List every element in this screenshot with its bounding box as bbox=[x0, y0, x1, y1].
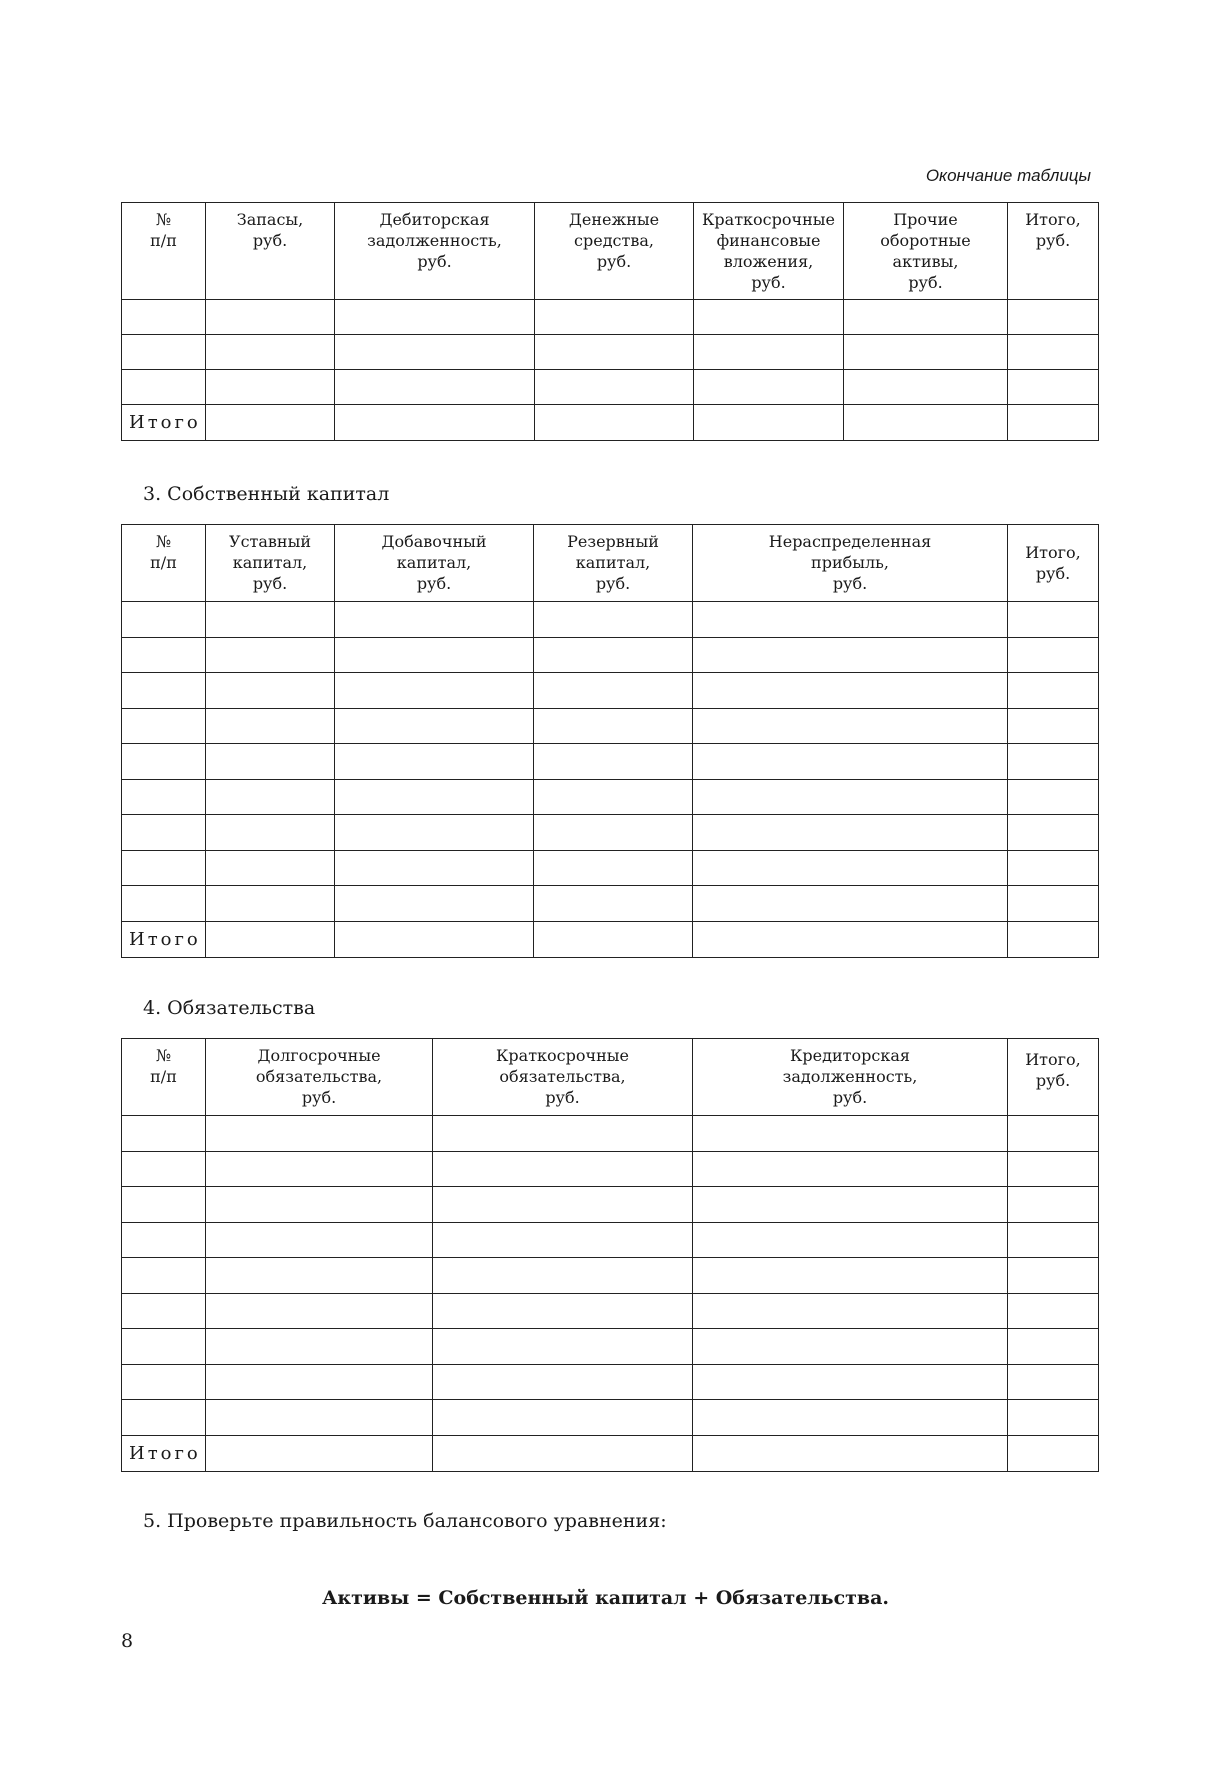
table-row bbox=[122, 637, 1099, 673]
empty-cell[interactable] bbox=[335, 673, 534, 709]
empty-cell[interactable] bbox=[122, 335, 206, 370]
empty-cell[interactable] bbox=[433, 1187, 693, 1223]
empty-cell[interactable] bbox=[433, 1400, 693, 1436]
empty-cell[interactable] bbox=[1008, 1364, 1099, 1400]
empty-cell[interactable] bbox=[844, 405, 1008, 441]
empty-cell[interactable] bbox=[1008, 673, 1099, 709]
table-row bbox=[122, 1329, 1099, 1365]
empty-cell[interactable] bbox=[693, 815, 1008, 851]
empty-cell[interactable] bbox=[206, 1151, 433, 1187]
empty-cell[interactable] bbox=[433, 1222, 693, 1258]
empty-cell[interactable] bbox=[206, 815, 335, 851]
table-row bbox=[122, 1258, 1099, 1294]
empty-cell[interactable] bbox=[335, 405, 535, 441]
table-row bbox=[122, 1400, 1099, 1436]
empty-cell[interactable] bbox=[535, 405, 694, 441]
empty-cell[interactable] bbox=[693, 886, 1008, 922]
table-row bbox=[122, 673, 1099, 709]
empty-cell[interactable] bbox=[694, 335, 844, 370]
header-row bbox=[122, 203, 1099, 300]
empty-cell[interactable] bbox=[534, 673, 693, 709]
column-header-line: активы, bbox=[892, 252, 959, 271]
current-assets-table bbox=[121, 202, 1099, 441]
column-header-line: руб. bbox=[416, 574, 452, 593]
empty-cell[interactable] bbox=[433, 1435, 693, 1471]
column-header bbox=[693, 525, 1008, 602]
empty-cell[interactable] bbox=[1008, 370, 1099, 405]
header-row bbox=[122, 525, 1099, 602]
empty-cell[interactable] bbox=[122, 673, 206, 709]
column-header bbox=[844, 203, 1008, 300]
table-row bbox=[122, 708, 1099, 744]
empty-cell[interactable] bbox=[122, 1151, 206, 1187]
column-header-line: руб. bbox=[1035, 564, 1071, 583]
column-header bbox=[534, 525, 693, 602]
empty-cell[interactable] bbox=[1008, 1187, 1099, 1223]
empty-cell[interactable] bbox=[1008, 708, 1099, 744]
empty-cell[interactable] bbox=[1008, 815, 1099, 851]
empty-cell[interactable] bbox=[335, 335, 535, 370]
empty-cell[interactable] bbox=[335, 370, 535, 405]
empty-cell[interactable] bbox=[693, 673, 1008, 709]
column-header-line: финансовые bbox=[716, 231, 821, 250]
empty-cell[interactable] bbox=[206, 405, 335, 441]
table-row bbox=[122, 1116, 1099, 1152]
empty-cell[interactable] bbox=[693, 1400, 1008, 1436]
table-row bbox=[122, 1293, 1099, 1329]
empty-cell[interactable] bbox=[1008, 1116, 1099, 1152]
table-row bbox=[122, 886, 1099, 922]
column-header bbox=[122, 203, 206, 300]
section-title-balance-check: 5. Проверьте правильность балансового уравнения: bbox=[143, 1510, 667, 1532]
column-header-line: Дебиторская bbox=[379, 210, 490, 229]
column-header-line: Запасы, bbox=[236, 210, 304, 229]
column-header-line: руб. bbox=[545, 1088, 580, 1107]
empty-cell[interactable] bbox=[1008, 779, 1099, 815]
empty-cell[interactable] bbox=[693, 1364, 1008, 1400]
table-row bbox=[122, 1187, 1099, 1223]
empty-cell[interactable] bbox=[694, 370, 844, 405]
liabilities-table bbox=[121, 1038, 1099, 1472]
empty-cell[interactable] bbox=[1008, 1400, 1099, 1436]
total-label: Итого bbox=[122, 921, 206, 957]
table-row bbox=[122, 335, 1099, 370]
column-header-line: капитал, bbox=[232, 553, 308, 572]
empty-cell[interactable] bbox=[1008, 850, 1099, 886]
balance-equation: Активы = Собственный капитал + Обязательства. bbox=[321, 1587, 890, 1609]
column-header bbox=[693, 1039, 1008, 1116]
column-header-line: п/п bbox=[150, 553, 177, 572]
column-header bbox=[122, 1039, 206, 1116]
empty-cell[interactable] bbox=[335, 708, 534, 744]
column-header-line: обязательства, bbox=[255, 1067, 383, 1086]
empty-cell[interactable] bbox=[122, 1400, 206, 1436]
empty-cell[interactable] bbox=[206, 602, 335, 638]
empty-cell[interactable] bbox=[206, 637, 335, 673]
empty-cell[interactable] bbox=[1008, 921, 1099, 957]
column-header-line: Долгосрочные bbox=[257, 1046, 381, 1065]
empty-cell[interactable] bbox=[1008, 335, 1099, 370]
empty-cell[interactable] bbox=[122, 744, 206, 780]
empty-cell[interactable] bbox=[693, 779, 1008, 815]
column-header-line: задолженность, bbox=[782, 1067, 918, 1086]
empty-cell[interactable] bbox=[122, 708, 206, 744]
empty-cell[interactable] bbox=[1008, 1293, 1099, 1329]
empty-cell[interactable] bbox=[693, 850, 1008, 886]
column-header-line: руб. bbox=[832, 574, 868, 593]
empty-cell[interactable] bbox=[122, 370, 206, 405]
empty-cell[interactable] bbox=[433, 1364, 693, 1400]
empty-cell[interactable] bbox=[433, 1116, 693, 1152]
empty-cell[interactable] bbox=[693, 708, 1008, 744]
column-header-line: оборотные bbox=[880, 231, 971, 250]
empty-cell[interactable] bbox=[122, 1116, 206, 1152]
empty-cell[interactable] bbox=[206, 708, 335, 744]
table-row bbox=[122, 370, 1099, 405]
column-header-line: Денежные bbox=[568, 210, 660, 229]
empty-cell[interactable] bbox=[1008, 1258, 1099, 1294]
empty-cell[interactable] bbox=[206, 1364, 433, 1400]
empty-cell[interactable] bbox=[335, 637, 534, 673]
column-header-line: руб. bbox=[252, 574, 288, 593]
empty-cell[interactable] bbox=[335, 886, 534, 922]
empty-cell[interactable] bbox=[122, 1187, 206, 1223]
page-number: 8 bbox=[121, 1630, 134, 1652]
empty-cell[interactable] bbox=[206, 370, 335, 405]
empty-cell[interactable] bbox=[693, 1293, 1008, 1329]
empty-cell[interactable] bbox=[693, 921, 1008, 957]
empty-cell[interactable] bbox=[1008, 1222, 1099, 1258]
empty-cell[interactable] bbox=[433, 1258, 693, 1294]
table-row bbox=[122, 602, 1099, 638]
column-header bbox=[122, 525, 206, 602]
column-header-line: руб. bbox=[596, 252, 632, 271]
empty-cell[interactable] bbox=[693, 602, 1008, 638]
column-header-line: № bbox=[155, 210, 172, 229]
empty-cell[interactable] bbox=[122, 1364, 206, 1400]
empty-cell[interactable] bbox=[206, 1329, 433, 1365]
empty-cell[interactable] bbox=[122, 637, 206, 673]
column-header-line: п/п bbox=[150, 1067, 177, 1086]
column-header bbox=[433, 1039, 693, 1116]
empty-cell[interactable] bbox=[534, 921, 693, 957]
column-header-line: Добавочный bbox=[381, 532, 487, 551]
column-header-line: Краткосрочные bbox=[702, 210, 835, 229]
column-header bbox=[535, 203, 694, 300]
table-row bbox=[122, 1151, 1099, 1187]
empty-cell[interactable] bbox=[693, 1258, 1008, 1294]
empty-cell[interactable] bbox=[206, 1435, 433, 1471]
empty-cell[interactable] bbox=[693, 1151, 1008, 1187]
empty-cell[interactable] bbox=[844, 300, 1008, 335]
empty-cell[interactable] bbox=[122, 815, 206, 851]
column-header bbox=[335, 203, 535, 300]
empty-cell[interactable] bbox=[693, 1329, 1008, 1365]
empty-cell[interactable] bbox=[534, 886, 693, 922]
empty-cell[interactable] bbox=[433, 1329, 693, 1365]
empty-cell[interactable] bbox=[534, 815, 693, 851]
column-header-line: п/п bbox=[150, 231, 177, 250]
empty-cell[interactable] bbox=[535, 370, 694, 405]
empty-cell[interactable] bbox=[122, 1293, 206, 1329]
equity-table bbox=[121, 524, 1099, 958]
empty-cell[interactable] bbox=[206, 300, 335, 335]
column-header-line: Итого, bbox=[1025, 210, 1081, 229]
empty-cell[interactable] bbox=[534, 850, 693, 886]
empty-cell[interactable] bbox=[206, 779, 335, 815]
table-row bbox=[122, 1222, 1099, 1258]
column-header bbox=[206, 1039, 433, 1116]
empty-cell[interactable] bbox=[122, 1222, 206, 1258]
column-header-line: № bbox=[155, 1046, 172, 1065]
column-header-line: задолженность, bbox=[367, 231, 502, 250]
empty-cell[interactable] bbox=[335, 850, 534, 886]
empty-cell[interactable] bbox=[335, 815, 534, 851]
table-row bbox=[122, 744, 1099, 780]
empty-cell[interactable] bbox=[206, 1222, 433, 1258]
empty-cell[interactable] bbox=[535, 335, 694, 370]
empty-cell[interactable] bbox=[844, 335, 1008, 370]
table-row bbox=[122, 815, 1099, 851]
empty-cell[interactable] bbox=[206, 1187, 433, 1223]
column-header bbox=[1008, 1039, 1099, 1116]
column-header-line: обязательства, bbox=[499, 1067, 626, 1086]
empty-cell[interactable] bbox=[335, 744, 534, 780]
column-header-line: Итого, bbox=[1025, 1050, 1081, 1069]
total-row bbox=[122, 1435, 1099, 1471]
empty-cell[interactable] bbox=[206, 886, 335, 922]
empty-cell[interactable] bbox=[122, 779, 206, 815]
empty-cell[interactable] bbox=[122, 886, 206, 922]
column-header-line: Уставный bbox=[229, 532, 311, 551]
empty-cell[interactable] bbox=[206, 921, 335, 957]
empty-cell[interactable] bbox=[693, 637, 1008, 673]
table-row bbox=[122, 1364, 1099, 1400]
empty-cell[interactable] bbox=[206, 850, 335, 886]
empty-cell[interactable] bbox=[534, 708, 693, 744]
total-label: Итого bbox=[122, 405, 206, 441]
empty-cell[interactable] bbox=[1008, 1435, 1099, 1471]
empty-cell[interactable] bbox=[534, 602, 693, 638]
empty-cell[interactable] bbox=[206, 1293, 433, 1329]
column-header-line: № bbox=[155, 532, 172, 551]
header-row bbox=[122, 1039, 1099, 1116]
column-header-line: руб. bbox=[1035, 1071, 1071, 1090]
column-header-line: вложения, bbox=[723, 252, 814, 271]
empty-cell[interactable] bbox=[1008, 886, 1099, 922]
empty-cell[interactable] bbox=[335, 300, 535, 335]
empty-cell[interactable] bbox=[534, 637, 693, 673]
empty-cell[interactable] bbox=[206, 335, 335, 370]
empty-cell[interactable] bbox=[1008, 300, 1099, 335]
total-row bbox=[122, 405, 1099, 441]
empty-cell[interactable] bbox=[1008, 602, 1099, 638]
empty-cell[interactable] bbox=[122, 850, 206, 886]
column-header bbox=[335, 525, 534, 602]
column-header-line: Краткосрочные bbox=[496, 1046, 629, 1065]
empty-cell[interactable] bbox=[693, 1187, 1008, 1223]
empty-cell[interactable] bbox=[693, 1116, 1008, 1152]
column-header bbox=[1008, 525, 1099, 602]
empty-cell[interactable] bbox=[335, 921, 534, 957]
empty-cell[interactable] bbox=[206, 744, 335, 780]
column-header bbox=[206, 203, 335, 300]
empty-cell[interactable] bbox=[206, 1400, 433, 1436]
column-header-line: прибыль, bbox=[811, 553, 889, 572]
empty-cell[interactable] bbox=[206, 1116, 433, 1152]
column-header-line: средства, bbox=[574, 231, 654, 250]
column-header-line: руб. bbox=[751, 273, 786, 292]
column-header-line: Прочие bbox=[893, 210, 958, 229]
empty-cell[interactable] bbox=[1008, 405, 1099, 441]
column-header bbox=[694, 203, 844, 300]
empty-cell[interactable] bbox=[534, 744, 693, 780]
column-header-line: руб. bbox=[595, 574, 631, 593]
column-header-line: капитал, bbox=[575, 553, 651, 572]
empty-cell[interactable] bbox=[122, 300, 206, 335]
empty-cell[interactable] bbox=[693, 1222, 1008, 1258]
empty-cell[interactable] bbox=[534, 779, 693, 815]
empty-cell[interactable] bbox=[844, 370, 1008, 405]
empty-cell[interactable] bbox=[693, 1435, 1008, 1471]
table-row bbox=[122, 850, 1099, 886]
empty-cell[interactable] bbox=[1008, 637, 1099, 673]
empty-cell[interactable] bbox=[1008, 1329, 1099, 1365]
section-title-liabilities: 4. Обязательства bbox=[143, 997, 316, 1019]
empty-cell[interactable] bbox=[335, 602, 534, 638]
empty-cell[interactable] bbox=[433, 1151, 693, 1187]
empty-cell[interactable] bbox=[693, 744, 1008, 780]
table-continuation-caption: Окончание таблицы bbox=[925, 166, 1091, 185]
empty-cell[interactable] bbox=[206, 1258, 433, 1294]
column-header-line: руб. bbox=[301, 1088, 337, 1107]
empty-cell[interactable] bbox=[1008, 744, 1099, 780]
column-header bbox=[1008, 203, 1099, 300]
column-header-line: Нераспределенная bbox=[768, 532, 932, 551]
empty-cell[interactable] bbox=[122, 1329, 206, 1365]
column-header-line: капитал, bbox=[396, 553, 472, 572]
empty-cell[interactable] bbox=[335, 779, 534, 815]
empty-cell[interactable] bbox=[433, 1293, 693, 1329]
table-row bbox=[122, 779, 1099, 815]
total-label: Итого bbox=[122, 1435, 206, 1471]
empty-cell[interactable] bbox=[206, 673, 335, 709]
empty-cell[interactable] bbox=[694, 405, 844, 441]
column-header-line: руб. bbox=[417, 252, 452, 271]
empty-cell[interactable] bbox=[694, 300, 844, 335]
empty-cell[interactable] bbox=[122, 1258, 206, 1294]
column-header-line: Кредиторская bbox=[790, 1046, 910, 1065]
section-title-equity: 3. Собственный капитал bbox=[143, 483, 390, 505]
column-header-line: руб. bbox=[252, 231, 288, 250]
empty-cell[interactable] bbox=[535, 300, 694, 335]
empty-cell[interactable] bbox=[1008, 1151, 1099, 1187]
total-row bbox=[122, 921, 1099, 957]
column-header-line: руб. bbox=[1035, 231, 1071, 250]
column-header-line: руб. bbox=[832, 1088, 868, 1107]
column-header-line: руб. bbox=[908, 273, 943, 292]
empty-cell[interactable] bbox=[122, 602, 206, 638]
column-header-line: Итого, bbox=[1025, 543, 1081, 562]
column-header-line: Резервный bbox=[567, 532, 659, 551]
table-row bbox=[122, 300, 1099, 335]
column-header bbox=[206, 525, 335, 602]
